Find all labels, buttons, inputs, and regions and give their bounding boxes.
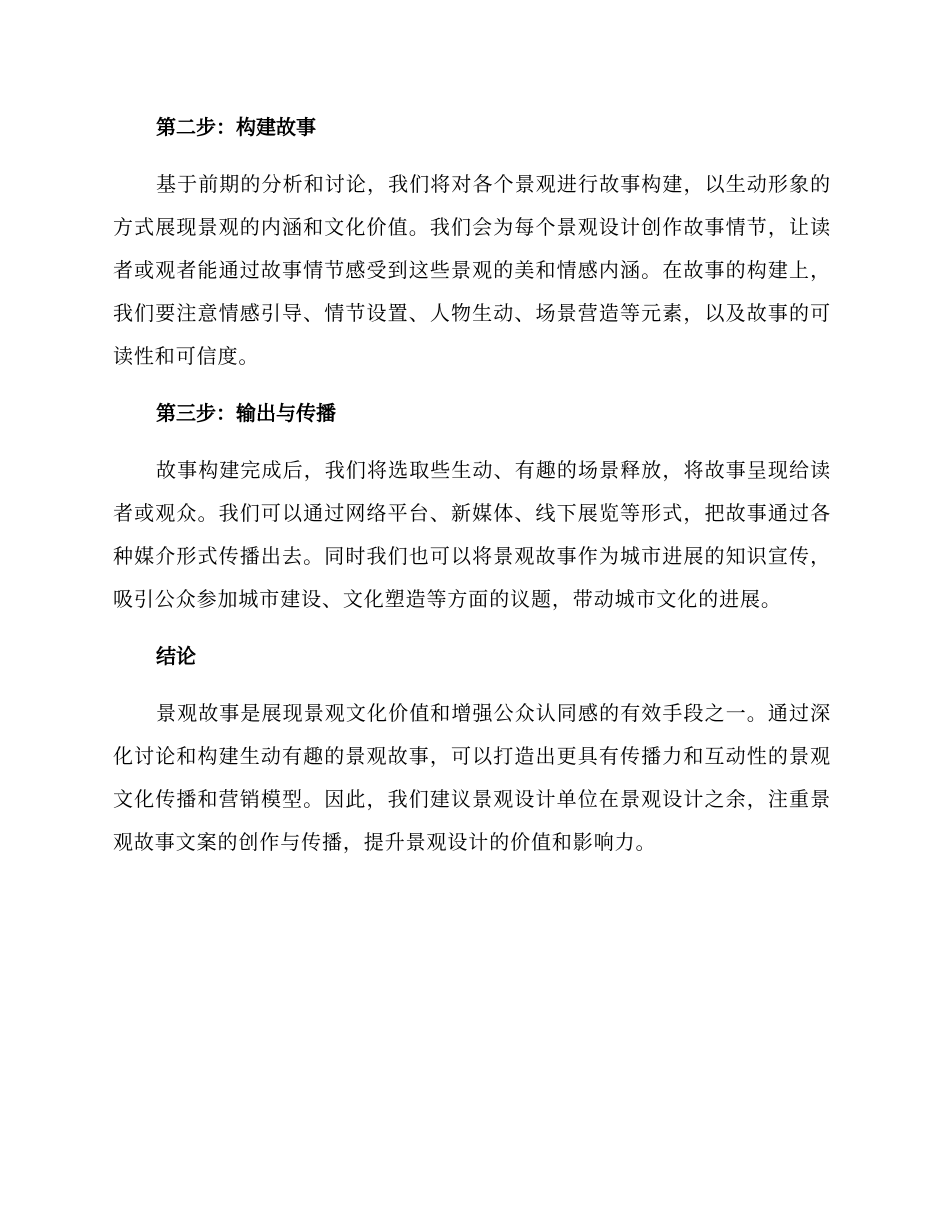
section-paragraph-output-spread: 故事构建完成后，我们将选取些生动、有趣的场景释放，将故事呈现给读者或观众。我们可以通过网络平台、新媒体、线下展览等形式，把故事通过各种媒介形式传播出去。同时我们也可以将景观故事作为城市进展的知识宣传，吸引公众参加城市建设、文化塑造等方面的议题，带动城市文化的进展。 [113, 458, 831, 611]
section-heading-conclusion: 结论 [156, 644, 196, 668]
section-heading-build-story: 第二步：构建故事 [156, 115, 316, 139]
document-body [113, 106, 831, 864]
section-paragraph-conclusion: 景观故事是展现景观文化价值和增强公众认同感的有效手段之一。通过深化讨论和构建生动有趣的景观故事，可以打造出更具有传播力和互动性的景观文化传播和营销模型。因此，我们建议景观设计单位在景观设计之余，注重景观故事文案的创作与传播，提升景观设计的价值和影响力。 [113, 701, 831, 854]
section-paragraph-build-story: 基于前期的分析和讨论，我们将对各个景观进行故事构建，以生动形象的方式展现景观的内涵和文化价值。我们会为每个景观设计创作故事情节，让读者或观者能通过故事情节感受到这些景观的美和情感内涵。在故事的构建上，我们要注意情感引导、情节设置、人物生动、场景营造等元素，以及故事的可读性和可信度。 [113, 172, 831, 368]
section-heading-output-spread: 第三步：输出与传播 [156, 401, 336, 425]
